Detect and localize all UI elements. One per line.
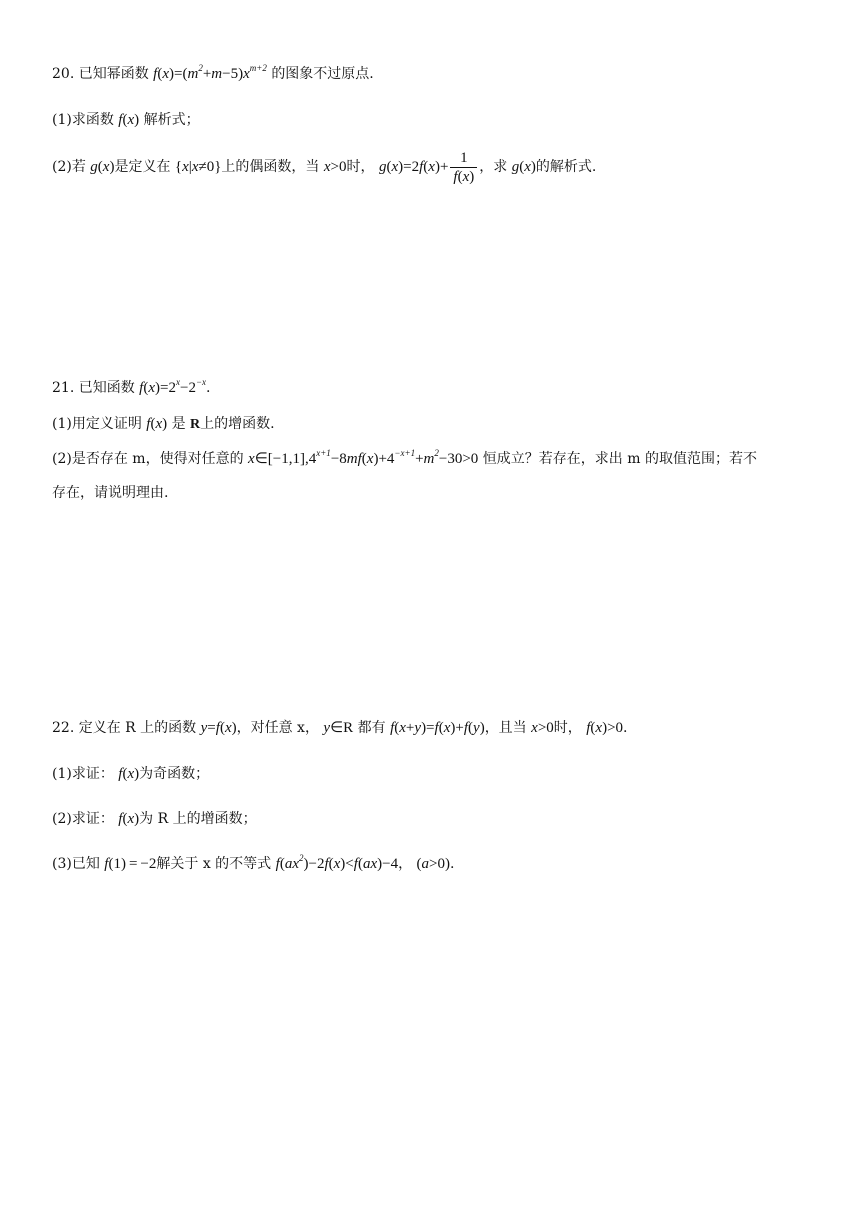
part-label: (3) xyxy=(52,856,72,872)
part-text: 的解析式. xyxy=(535,159,597,175)
part-text: 求函数 xyxy=(71,112,114,128)
part-label: (2) xyxy=(52,811,72,827)
part-text: 存在，请说明理由. xyxy=(52,485,169,501)
part-text: 是 xyxy=(171,416,186,432)
part-text: 已知 xyxy=(71,856,100,872)
part-text: 恒成立？若存在，求出 m 的取值范围；若不 xyxy=(482,451,757,467)
part-formula: g(x)=2f(x)+ $\frac{1}{f(x)}$ xyxy=(379,159,479,175)
part-formula: f(x) xyxy=(146,416,168,432)
part-formula: x>0 xyxy=(323,159,347,175)
stem-text: ，对任意 x， xyxy=(236,720,319,736)
part-text: 为 R 上的增函数； xyxy=(139,811,257,827)
part-formula: {x|x≠0} xyxy=(174,159,222,175)
stem-formula: y=f(x) xyxy=(200,720,237,736)
set-symbol: R xyxy=(190,417,201,432)
part-label: (1) xyxy=(52,416,72,432)
part-text: 解关于 x 的不等式 xyxy=(156,856,272,872)
problem-21-part-2-cont xyxy=(52,483,168,503)
part-text: ，求 xyxy=(479,159,508,175)
stem-text: 已知幂函数 xyxy=(78,66,149,82)
problem-number: 22. xyxy=(52,720,75,736)
part-formula: (a>0) xyxy=(416,856,450,872)
part-formula: f(1) = −2 xyxy=(104,856,157,872)
part-text: 求证： xyxy=(71,811,114,827)
stem-formula: f(x)>0 xyxy=(586,720,624,736)
part-text: 是否存在 m，使得对任意的 xyxy=(71,451,244,467)
problem-20-part-2 xyxy=(52,148,596,186)
part-text: ， xyxy=(398,856,413,872)
part-label: (2) xyxy=(52,451,72,467)
part-formula: f(x) xyxy=(118,811,140,827)
part-text: 是定义在 xyxy=(114,159,171,175)
stem-formula: y∈R xyxy=(323,720,354,736)
problem-22-part-1 xyxy=(52,764,209,784)
problem-20-part-1 xyxy=(52,110,200,130)
part-text: 上的偶函数，当 xyxy=(221,159,320,175)
problem-number: 20. xyxy=(52,66,75,82)
part-formula: $x\in[-1,1],4^{x+1}-8mf(x)+4^{-x+1}+m^2-30>0$ xyxy=(248,448,479,467)
part-text: 为奇函数； xyxy=(139,766,210,782)
problem-22-part-3 xyxy=(52,854,454,874)
part-formula: f(x) xyxy=(118,766,140,782)
part-text: 时， xyxy=(346,159,375,175)
part-label: (2) xyxy=(52,159,72,175)
stem-text: 定义在 R 上的函数 xyxy=(78,720,197,736)
part-label: (1) xyxy=(52,766,72,782)
problem-21-part-2 xyxy=(52,449,757,469)
stem-text: 的图象不过原点. xyxy=(271,66,374,82)
stem-text: . xyxy=(206,380,211,396)
problem-21-part-1 xyxy=(52,414,275,435)
part-text: 求证： xyxy=(71,766,114,782)
problem-21-stem xyxy=(52,378,210,398)
stem-text: ，且当 xyxy=(484,720,527,736)
problem-number: 21. xyxy=(52,380,75,396)
stem-text: 时， xyxy=(553,720,582,736)
part-text: 上的增函数. xyxy=(200,416,275,432)
problem-22-stem xyxy=(52,718,628,738)
part-formula: g(x) xyxy=(90,159,115,175)
stem-formula: f(x+y)=f(x)+f(y) xyxy=(390,720,485,736)
part-formula: $f(ax^2)-2f(x)<f(ax)-4$ xyxy=(275,853,399,872)
part-formula: f(x) xyxy=(118,112,140,128)
problem-20-stem xyxy=(52,64,374,84)
part-text: 解析式； xyxy=(143,112,200,128)
part-text: 若 xyxy=(71,159,86,175)
part-text: . xyxy=(450,856,455,872)
part-label: (1) xyxy=(52,112,72,128)
part-formula: g(x) xyxy=(511,159,536,175)
stem-text: . xyxy=(623,720,628,736)
stem-text: 已知函数 xyxy=(78,380,135,396)
part-text: 用定义证明 xyxy=(71,416,142,432)
stem-text: 都有 xyxy=(357,720,386,736)
problem-22-part-2 xyxy=(52,809,257,829)
stem-formula: $f(x)=2^x-2^{-x}$ xyxy=(139,377,207,396)
stem-formula: x>0 xyxy=(531,720,554,736)
stem-formula: $f(x)=(m^2+m-5)x^{m+2}$ xyxy=(153,63,267,82)
